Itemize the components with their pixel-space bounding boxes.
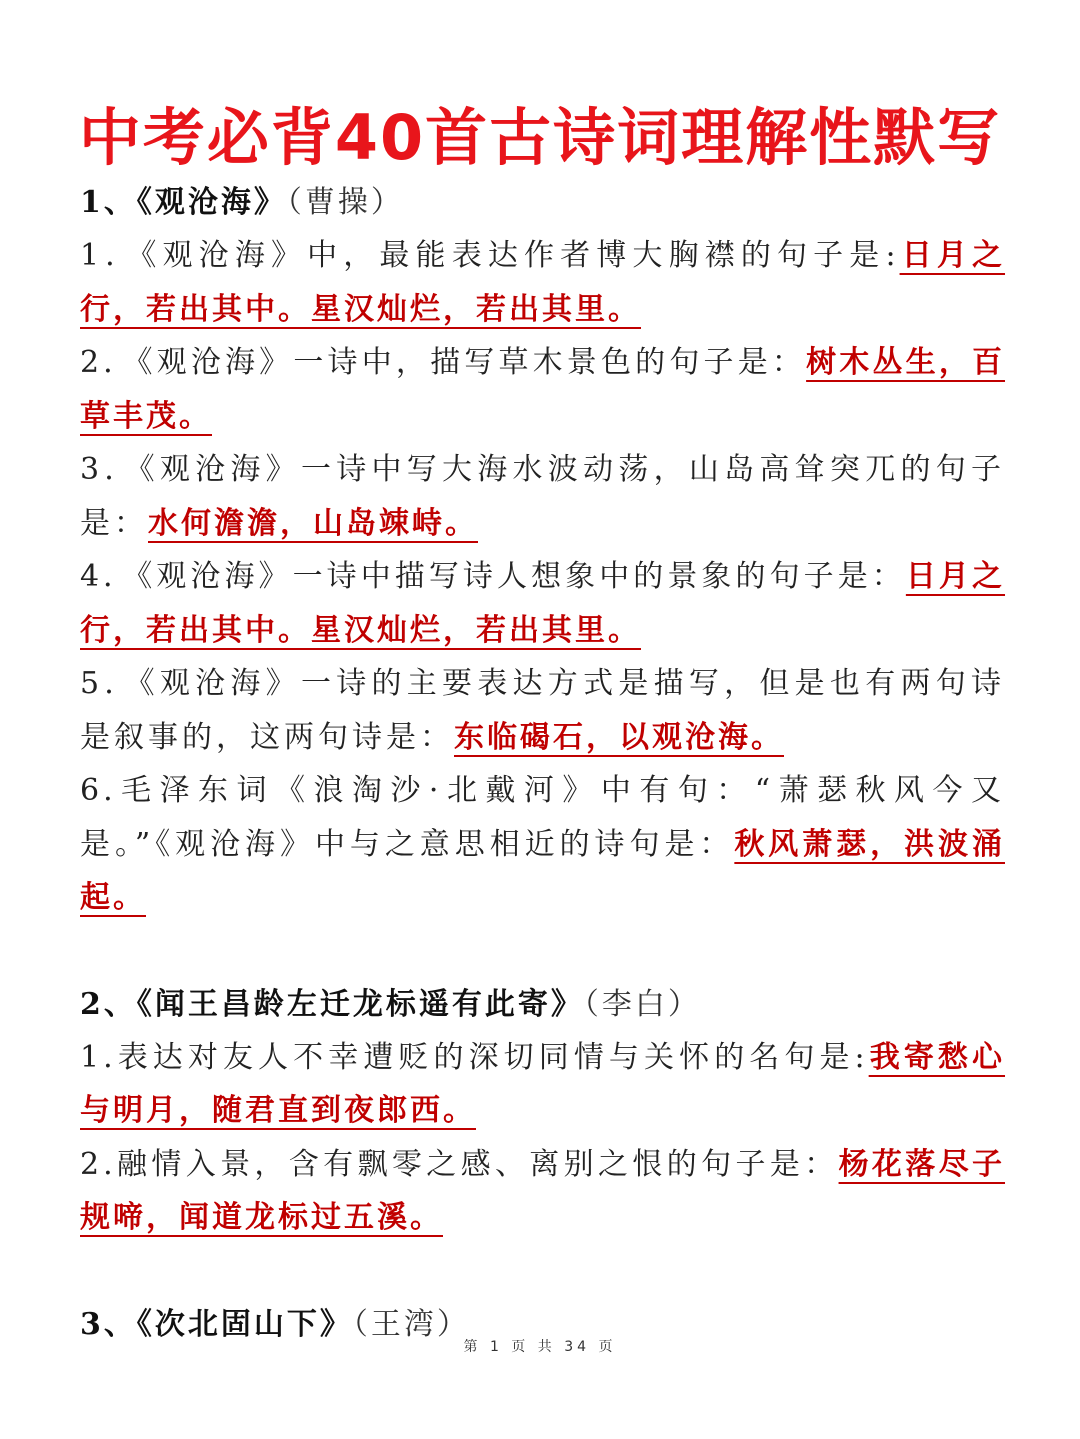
question-answer: 日月之行，若出其中。星汉灿烂，若出其里。 xyxy=(80,559,1006,648)
question-answer: 杨花落尽子规啼，闻道龙标过五溪。 xyxy=(80,1146,1006,1235)
question-answer: 树木丛生，百草丰茂。 xyxy=(80,345,1006,434)
poem-title: 《观沧海》 xyxy=(136,185,287,220)
question xyxy=(80,1031,1005,1138)
question-answer: 水何澹澹，山岛竦峙。 xyxy=(148,505,478,541)
question-prompt: 4．《观沧海》一诗中描写诗人想象中的景象的句子是： xyxy=(80,559,906,594)
section-heading xyxy=(80,176,1005,229)
poem-title: 《次北固山下》 xyxy=(136,1306,353,1342)
question xyxy=(80,657,1005,764)
question-answer: 东临碣石，以观沧海。 xyxy=(454,719,784,755)
question-prompt: 5．《观沧海》一诗的主要表达方式是描写，但是也有两句诗是叙事的，这两句诗是： xyxy=(80,666,1005,755)
question xyxy=(80,764,1005,925)
question-prompt: 3．《观沧海》一诗中写大海水波动荡，山岛高耸突兀的句子是： xyxy=(80,452,1005,541)
page-footer: 第 1 页 共 34 页 xyxy=(463,1339,617,1355)
spacer xyxy=(80,925,1005,978)
question xyxy=(80,443,1005,550)
section-number: 2、 xyxy=(80,986,137,1022)
poem-author: （王湾） xyxy=(352,1306,470,1342)
section-number: 1、 xyxy=(80,185,137,220)
section-number: 3、 xyxy=(80,1306,137,1342)
question xyxy=(80,550,1005,657)
question-answer: 秋风萧瑟，洪波涌起。 xyxy=(80,826,1005,915)
poem-author: （李白） xyxy=(583,986,701,1022)
spacer xyxy=(80,1245,1005,1298)
page-title: 中考必背40首古诗词理解性默写 xyxy=(78,101,1002,174)
question xyxy=(80,229,1005,336)
question xyxy=(80,336,1005,443)
section-heading xyxy=(80,978,1005,1031)
question-prompt: 6.毛泽东词《浪淘沙·北戴河》中有句：“萧瑟秋风今又是。”《观沧海》中与之意思相近的诗句是： xyxy=(80,773,1005,862)
question-prompt: 2.融情入景，含有飘零之感、离别之恨的句子是： xyxy=(80,1146,839,1182)
poem-title: 《闻王昌龄左迁龙标遥有此寄》 xyxy=(136,986,584,1022)
question xyxy=(80,1138,1005,1245)
question-answer: 我寄愁心与明月，随君直到夜郎西。 xyxy=(80,1039,1006,1128)
poem-author: （曹操） xyxy=(286,185,404,220)
content xyxy=(80,176,1005,1351)
question-prompt: 2．《观沧海》一诗中，描写草木景色的句子是： xyxy=(80,345,807,380)
question-answer: 日月之行，若出其中。星汉灿烂，若出其里。 xyxy=(80,238,1006,327)
question-prompt: 1.表达对友人不幸遭贬的深切同情与关怀的名句是: xyxy=(80,1039,869,1075)
question-prompt: 1．《观沧海》中，最能表达作者博大胸襟的句子是: xyxy=(80,238,900,273)
